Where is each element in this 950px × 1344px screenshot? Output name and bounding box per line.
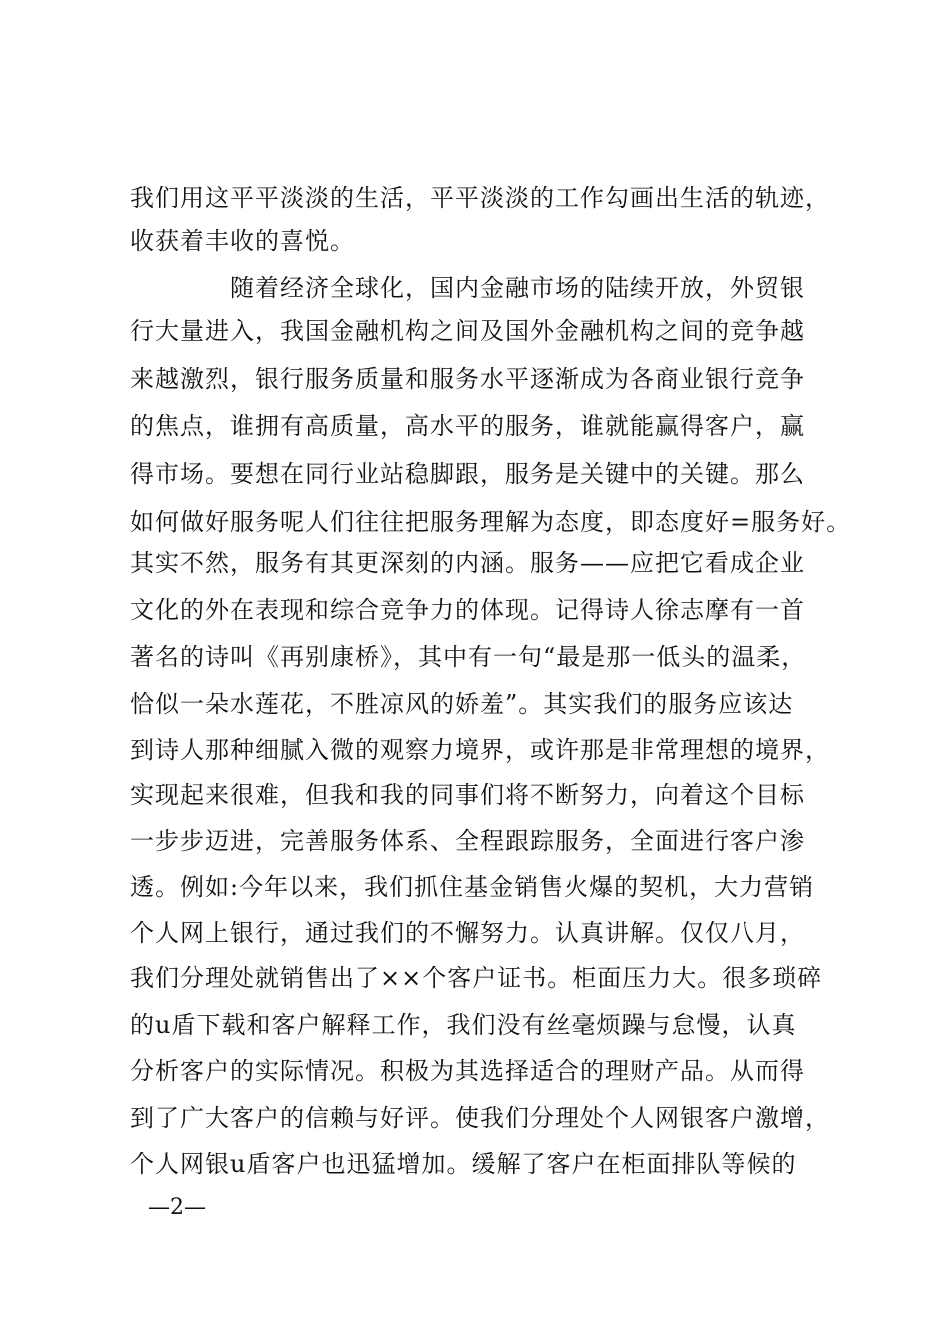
text-line: 的u盾下载和客户解释工作，我们没有丝毫烦躁与怠慢，认真 bbox=[130, 1011, 797, 1039]
text-line: 个人网银u盾客户也迅猛增加。缓解了客户在柜面排队等候的 bbox=[130, 1150, 797, 1178]
text-line: 行大量进入，我国金融机构之间及国外金融机构之间的竞争越 bbox=[130, 317, 805, 345]
text-line: 恰似一朵水莲花，不胜凉风的娇羞”。其实我们的服务应该达 bbox=[130, 690, 794, 718]
text-line: 文化的外在表现和综合竞争力的体现。记得诗人徐志摩有一首 bbox=[130, 596, 805, 624]
text-line: 得市场。要想在同行业站稳脚跟，服务是关键中的关键。那么 bbox=[130, 460, 805, 488]
text-line: 实现起来很难，但我和我的同事们将不断努力，向着这个目标 bbox=[130, 781, 805, 809]
text-line: 分析客户的实际情况。积极为其选择适合的理财产品。从而得 bbox=[130, 1057, 805, 1085]
text-line: 我们用这平平淡淡的生活，平平淡淡的工作勾画出生活的轨迹， bbox=[130, 184, 830, 212]
text-line: 著名的诗叫《再别康桥》，其中有一句“最是那一低头的温柔， bbox=[130, 643, 807, 671]
text-line: 到诗人那种细腻入微的观察力境界，或许那是非常理想的境界， bbox=[130, 736, 830, 764]
text-line: 其实不然，服务有其更深刻的内涵。服务——应把它看成企业 bbox=[130, 549, 805, 577]
paragraph-start-line: 随着经济全球化，国内金融市场的陆续开放，外贸银 bbox=[230, 274, 805, 302]
text-line: 个人网上银行，通过我们的不懈努力。认真讲解。仅仅八月， bbox=[130, 919, 805, 947]
text-line: 收获着丰收的喜悦。 bbox=[130, 227, 355, 255]
text-line: 我们分理处就销售出了××个客户证书。柜面压力大。很多琐碎 bbox=[130, 964, 823, 992]
text-line: 如何做好服务呢人们往往把服务理解为态度，即态度好=服务好。 bbox=[130, 508, 852, 536]
text-line: 的焦点，谁拥有高质量，高水平的服务，谁就能赢得客户，赢 bbox=[130, 412, 805, 440]
page-number: —2— bbox=[148, 1195, 206, 1220]
text-line: 到了广大客户的信赖与好评。使我们分理处个人网银客户激增， bbox=[130, 1104, 830, 1132]
text-line: 一步步迈进，完善服务体系、全程跟踪服务，全面进行客户渗 bbox=[130, 827, 805, 855]
text-line: 来越激烈，银行服务质量和服务水平逐渐成为各商业银行竞争 bbox=[130, 365, 805, 393]
text-line: 透。例如:今年以来，我们抓住基金销售火爆的契机，大力营销 bbox=[130, 873, 815, 901]
